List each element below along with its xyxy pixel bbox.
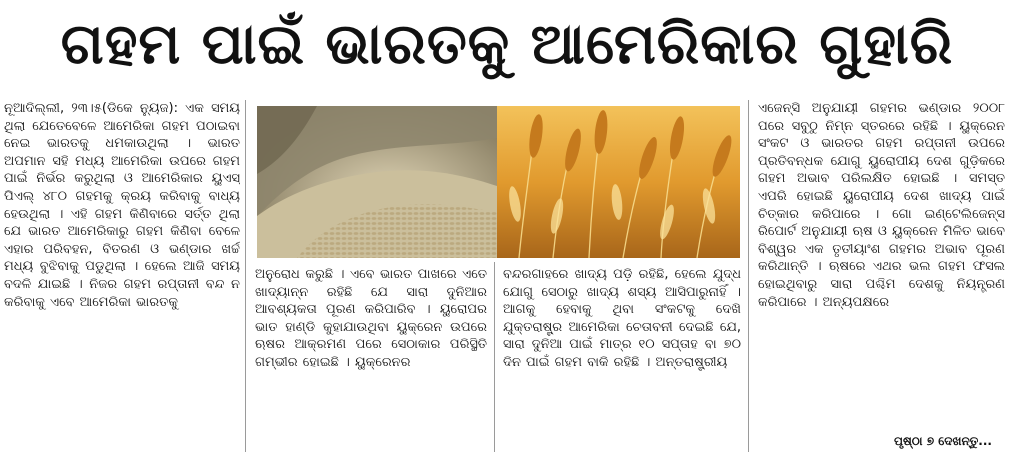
- column-divider: [748, 100, 749, 452]
- headline: ଗହମ ପାଇଁ ଭାରତକୁ ଆମେରିକାର ଗୁହାରି: [60, 12, 954, 77]
- column-divider: [494, 262, 495, 452]
- article-column-4: ଏଜେନ୍ସି ଅନୁଯାୟୀ ଗହମର ଭଣ୍ଡାର ୨୦୦୮ ପରେ ସବୁଠୁ ନିମ୍ନ ସ୍ତରରେ ରହିଛି । ୟୁକ୍ରେନ ସଂକଟ ଓ ଭାରତର ଗହମ ରପ୍ତାନୀ ଉପରେ ପ୍ରତିବନ୍ଧକ ଯୋଗୁ ୟୁରୋପୀୟ ଦେଶ ଗୁଡ଼ିକରେ ଗହମ ଅଭାବ ପରିଲକ୍ଷିତ ହୋଇଛି । ସମସ୍ତ ଏପରି ହୋଇଛି ୟୁରୋପୀୟ ଦେଶ ଖାଦ୍ୟ ପାଇଁ ଚିତ୍କାର କରିପାରେ । ଗୋ ଇଣ୍ଟେଲିଜେନ୍ସ ରିପୋର୍ଟ ଅନୁଯାୟୀ ଋଷ ଓ ୟୁକ୍ରେନ ମିଳିତ ଭାବେ ବିଶ୍ୱର ଏକ ତୃତୀୟାଂଶ ଗହମର ଅଭାବ ପୂରଣ କରିଥାନ୍ତି । ଋଷରେ ଏଥର ଭଲ ଗହମ ଫସଲ ହୋଇଥିବାରୁ ସାରା ପଶ୍ଚିମ ଦେଶକୁ ନିୟନ୍ତ୍ରଣ କରିପାରେ । ଅନ୍ୟପକ୍ଷରେ: [758, 101, 1005, 310]
- continuation-note: ପୃଷ୍ଠା ୭ ଦେଖନ୍ତୁ...: [893, 434, 992, 448]
- article-column-2: ଅନୁରୋଧ କରୁଛି । ଏବେ ଭାରତ ପାଖରେ ଏତେ ଖାଦ୍ୟାନ୍ନ ରହିଛି ଯେ ସାରା ଦୁନିଆର ଆବଶ୍ୟକତା ପୂରଣ କରିପାରିବ । ୟୁରୋପର ଭାତ ହାଣ୍ଡି କୁହାଯାଉଥିବା ୟୁକ୍ରେନ ଉପରେ ଋଷର ଆକ୍ରମଣ ପରେ ସେଠାକାର ପରିସ୍ଥିତି ଗମ୍ଭୀର ହୋଇଛି । ୟୁକ୍ରେନର: [255, 267, 487, 370]
- article-column-1: ନୂଆଦିଲ୍ଲୀ, ୨୩।୫(ଡିକେ ନ୍ୟୁଜ): ଏକ ସମୟ ଥିଲା ଯେତେବେଳେ ଆମେରିକା ଗହମ ପଠାଇବା ନେଇ ଭାରତକୁ ଧମକାଉଥିଲା । ଭାରତ ଅପମାନ ସହି ମଧ୍ୟ ଆମେରିକା ଉପରେ ଗହମ ପାଇଁ ନିର୍ଭର କରୁଥିଲା ଓ ଆମେରିକାର ୟୁଏସ୍ ପିଏଲ୍ ୪୮୦ ଗହମକୁ କ୍ରୟ କରିବାକୁ ବାଧ୍ୟ ହେଉଥିଲା । ଏହି ଗହମ କିଣିବାରେ ସର୍ତ୍ତ ଥିଲା ଯେ ଭାରତ ଆମେରିକାରୁ ଗହମ କିଣିବା ବେଳେ ଏହାର ପରିବହନ, ବିତରଣ ଓ ଭଣ୍ଡାର ଖର୍ଚ୍ଚ ମଧ୍ୟ ବୁଝିବାକୁ ପଡୁଥିଲା । ହେଲେ ଆଜି ସମୟ ବଦଳି ଯାଇଛି । ନିଜର ଗହମ ରପ୍ତାନୀ ବନ୍ଦ ନ କରିବାକୁ ଏବେ ଆମେରିକା ଭାରତକୁ: [4, 101, 240, 310]
- wheat-field-image: [497, 106, 740, 258]
- article-column-3: ବନ୍ଦରଗାହରେ ଖାଦ୍ୟ ପଡ଼ି ରହିଛି, ହେଲେ ଯୁଦ୍ଧ ଯୋଗୁ ସେଠାରୁ ଖାଦ୍ୟ ଶସ୍ୟ ଆସିପାରୁନାହିଁ । ଆଗକୁ ହେବାକୁ ଥିବା ସଂକଟକୁ ଦେଖି ଯୁକ୍ତରାଷ୍ଟ୍ର ଆମେରିକା ଚେତାବନୀ ଦେଇଛି ଯେ, ସାରା ଦୁନିଆ ପାଇଁ ମାତ୍ର ୧୦ ସପ୍ତାହ ବା ୭୦ ଦିନ ପାଇଁ ଗହମ ବାକି ରହିଛି । ଅନ୍ତରାଷ୍ଟ୍ରୀୟ: [503, 267, 741, 370]
- article-photo: [257, 106, 740, 258]
- column-divider: [245, 100, 246, 452]
- sack-grain-image: [257, 106, 497, 258]
